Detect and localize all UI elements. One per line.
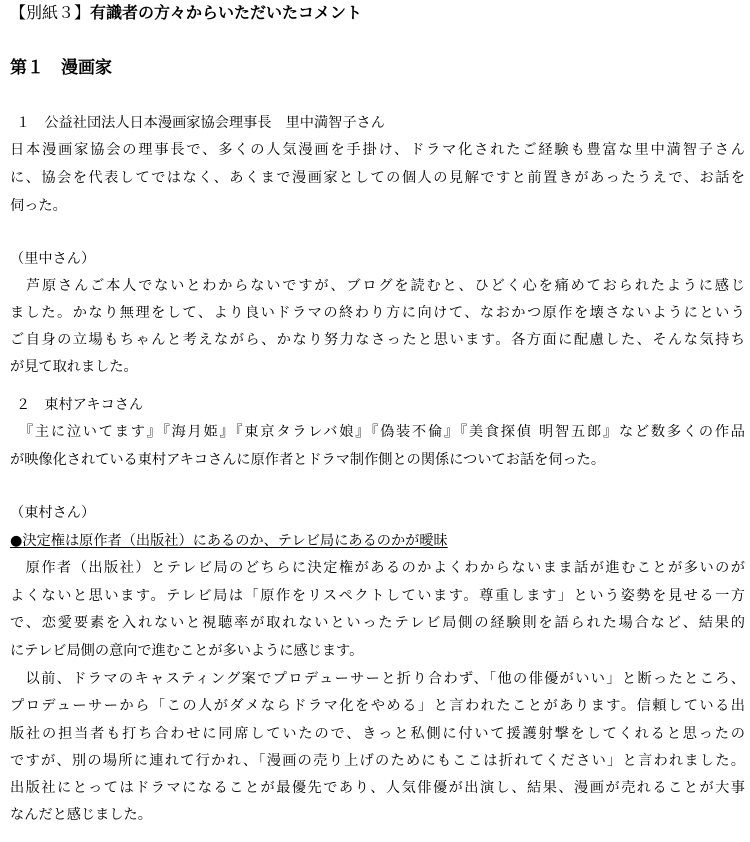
item2-comment-line: ですが、別の場所に連れて行かれ、「漫画の売り上げのためにもここは折れてください」と言われました。: [10, 753, 745, 769]
item1-comment-line: ました。かなり無理をして、より良いドラマの終わり方に向けて、なおかつ原作を壊さないようにという: [10, 305, 745, 321]
document-title: 有識者の方々からいただいたコメント: [90, 3, 363, 22]
item2-comment-line: で、恋愛要素を入れないと視聴率が取れないといったテレビ局側の経験則を語られた場合など、結果的: [10, 615, 745, 631]
item1-heading: [10, 112, 745, 134]
item1-intro-line: 日本漫画家協会の理事長で、多くの人気漫画を手掛け、ドラマ化されたご経験も豊富な里中満智子さん: [10, 142, 745, 158]
item1-number: １: [16, 115, 31, 131]
item2-heading: [10, 394, 745, 416]
item1-speaker: （里中さん）: [10, 251, 96, 267]
item2-comment-line: 原作者（出版社）とテレビ局のどちらに決定権があるのかよくわからないまま話が進むことが多いのが: [10, 560, 745, 576]
item1-heading-text: 公益社団法人日本漫画家協会理事長 里中満智子さん: [44, 115, 385, 131]
item1-comment-line: 芦原さんご本人でないとわからないですが、ブログを読むと、ひどく心を痛めておられたように感じ: [10, 278, 745, 294]
item1-comment-line: ご自身の立場もちゃんと考えながら、かなり努力なさったと思います。各方面に配慮した、そんな気持ち: [10, 332, 745, 348]
item2-speaker: （東村さん）: [10, 505, 96, 521]
item2-comment-line: 出版社にとってはドラマになることが最優先であり、人気俳優が出演し、結果、漫画が売れることが大事: [10, 780, 745, 796]
item1-intro-line: 伺った。: [10, 198, 67, 214]
item2-comment-line: 以前、ドラマのキャスティング案でプロデューサーと折り合わず、「他の俳優がいい」と断ったところ、: [10, 671, 745, 687]
document-header: [10, 2, 745, 24]
item1-intro-line: に、協会を代表してではなく、あくまで漫画家としての個人の見解ですと前置きがあったうえで、お話を: [10, 170, 745, 186]
section-title: 漫画家: [61, 58, 112, 78]
item2-intro-line: が映像化されている東村アキコさんに原作者とドラマ制作側との関係についてお話を伺った。: [10, 452, 606, 468]
item2-heading-text: 東村アキコさん: [44, 397, 144, 413]
item2-comment-line: プロデューサーから「この人がダメならドラマ化をやめる」と言われたことがあります。信頼している出: [10, 698, 745, 714]
item2-intro-line: 『主に泣いてます』『海月姫』『東京タラレバ娘』『偽装不倫』『美食探偵 明智五郎』など数多くの作品: [10, 424, 745, 440]
item2-number: ２: [16, 397, 31, 413]
item1-comment-line: が見て取れました。: [10, 359, 138, 375]
attachment-label: 【別紙３】: [10, 3, 91, 22]
item2-comment-line: なんだと感じました。: [10, 807, 152, 823]
item2-comment-line: よくないと思います。テレビ局は「原作をリスペクトしています。尊重します」という姿勢を見せる一方: [10, 588, 745, 604]
item2-subheading-text: ●決定権は原作者（出版社）にあるのか、テレビ局にあるのかが曖昧: [10, 533, 448, 549]
item2-subheading: [10, 530, 745, 552]
item2-comment-line: 版社の担当者も打ち合わせに同席していたので、きっと私側に付いて援護射撃をしてくれると思ったの: [10, 726, 745, 742]
item2-comment-line: にテレビ局側の意向で進むことが多いように感じます。: [10, 643, 364, 659]
section-number: 第１: [10, 58, 44, 78]
section-heading: [10, 57, 745, 79]
